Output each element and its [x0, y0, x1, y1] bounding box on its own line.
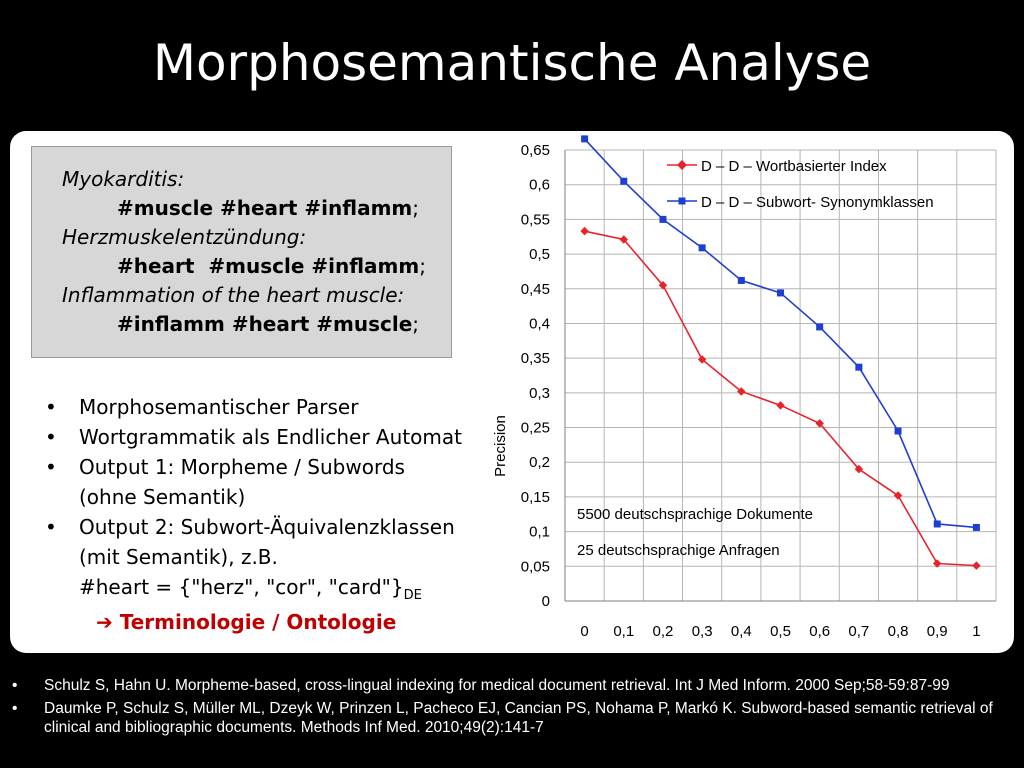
example-tags-2: [62, 252, 451, 281]
x-tick-label: 0,9: [926, 623, 948, 640]
reference-list: [12, 676, 1012, 741]
y-tick-label: 0,6: [529, 176, 550, 194]
series-1-point: [816, 323, 823, 330]
reference-item: • Daumke P, Schulz S, Müller ML, Dzeyk W, Prinzen L, Pacheco EJ, Cancian PS, Nohama P, Markó K. Subword-based semantic retrieval of clinical and bibliographic documents. Methods Inf Med. 2010;49(2):141-7: [12, 699, 1012, 737]
legend-marker-wortbasiert: [677, 160, 687, 170]
example-tags-3-text: #inflamm #heart #muscle: [117, 312, 413, 336]
example-term-3: Inflammation of the heart muscle:: [62, 283, 405, 307]
conclusion-line: [96, 610, 396, 634]
example-tags-1: [62, 194, 451, 223]
series-1-point: [699, 244, 706, 251]
conclusion-text: Terminologie / Ontologie: [119, 610, 397, 634]
x-tick-label: 0,5: [770, 623, 791, 640]
x-tick-label: 0,1: [613, 623, 635, 640]
bullet-text: Output 2: Subwort-Äquivalenzklassen: [79, 515, 455, 539]
series-1-point: [973, 524, 980, 531]
series-0-point: [894, 491, 902, 499]
x-tick-label: 1: [972, 623, 981, 640]
reference-item: • Schulz S, Hahn U. Morpheme-based, cross-lingual indexing for medical document retrieval. Int J Med Inform. 2000 Sep;58-59:87-99: [12, 676, 1012, 695]
y-tick-labels: [521, 142, 550, 610]
x-tick-label: 0,2: [652, 623, 674, 640]
bullet-text: Output 1: Morpheme / Subwords: [79, 455, 405, 479]
y-tick-label: 0,5: [529, 246, 550, 264]
bullet-item: [45, 452, 485, 512]
y-tick-label: 0,35: [520, 350, 550, 368]
example-tags-2-text: #heart #muscle #inflamm: [117, 254, 420, 278]
y-tick-label: 0,1: [529, 523, 550, 541]
example-box: [31, 146, 452, 358]
y-axis-label: Precision: [492, 415, 509, 477]
legend-label-wortbasiert: D – D – Wortbasierter Index: [701, 158, 887, 175]
example-tags-1-end: ;: [412, 196, 420, 220]
bullet-item: [45, 512, 485, 611]
example-tags-2-end: ;: [419, 254, 426, 278]
y-tick-label: 0,4: [529, 315, 550, 333]
series-1-point: [855, 364, 862, 371]
x-tick-label: 0,3: [691, 623, 713, 640]
bullet-continuation: #heart = {"herz", "cor", "card"}: [79, 575, 404, 599]
series-1-point: [659, 216, 666, 223]
y-tick-label: 0,65: [520, 142, 550, 159]
annotation-queries: 25 deutschsprachige Anfragen: [577, 542, 780, 559]
legend-marker-subwort: [679, 198, 686, 205]
y-tick-label: 0,45: [520, 280, 550, 298]
y-tick-label: 0,25: [520, 419, 550, 437]
x-tick-labels: [580, 623, 980, 640]
x-tick-label: 0,6: [809, 623, 831, 640]
bullet-item: • Morphosemantischer Parser: [45, 392, 485, 422]
bullet-continuation: (ohne Semantik): [79, 485, 246, 509]
bullet-continuation: (mit Semantik), z.B.: [79, 545, 278, 569]
precision-chart: [480, 131, 1005, 651]
series-1-point: [934, 520, 941, 527]
series-0-point: [580, 227, 588, 235]
y-tick-label: 0,2: [529, 454, 550, 472]
bullet-item: • Wortgrammatik als Endlicher Automat: [45, 422, 485, 452]
x-tick-label: 0: [580, 623, 589, 640]
series-1-point: [895, 428, 902, 435]
y-tick-label: 0,15: [520, 488, 550, 506]
x-tick-label: 0,8: [887, 623, 909, 640]
y-tick-label: 0: [541, 593, 550, 610]
series-1-point: [777, 289, 784, 296]
y-tick-label: 0,55: [520, 211, 550, 229]
slide-title: Morphosemantische Analyse: [152, 34, 872, 92]
series-1-point: [620, 178, 627, 185]
example-term-2: Herzmuskelentzündung:: [62, 225, 307, 249]
chart-grid: [565, 150, 996, 601]
legend-label-subwort: D – D – Subwort- Synonymklassen: [701, 194, 934, 211]
series-0-point: [972, 561, 980, 569]
example-term-1: Myokarditis:: [62, 167, 185, 191]
example-tags-3-end: ;: [412, 312, 420, 336]
right-arrow-icon: ➔: [96, 610, 113, 634]
series-1-point: [738, 277, 745, 284]
bullet-list: [45, 392, 485, 611]
y-tick-label: 0,3: [529, 384, 550, 402]
annotation-documents: 5500 deutschsprachige Dokumente: [577, 506, 813, 523]
example-tags-1-text: #muscle #heart #inflamm: [117, 196, 413, 220]
x-tick-label: 0,4: [730, 623, 752, 640]
series-1-point: [581, 135, 588, 142]
bullet-subscript: DE: [403, 588, 422, 603]
x-tick-label: 0,7: [848, 623, 870, 640]
series-0-point: [776, 401, 784, 409]
y-tick-label: 0,05: [520, 558, 550, 576]
example-tags-3: [62, 310, 451, 339]
